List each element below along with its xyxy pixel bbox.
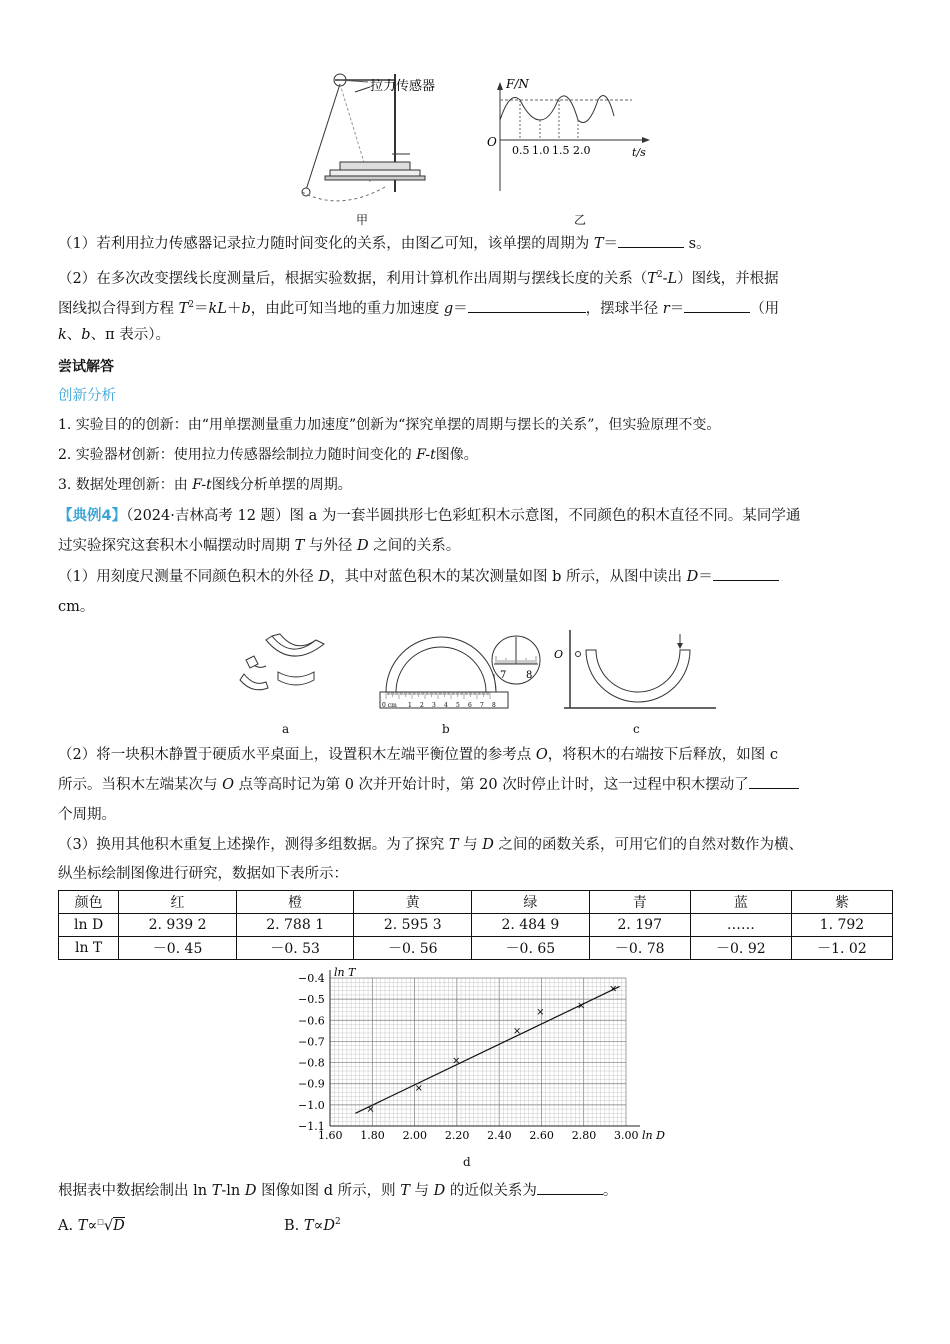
figure-c-rocking bbox=[556, 628, 721, 713]
y-tick-label: −0.9 bbox=[298, 1077, 325, 1091]
ruler-num: 6 bbox=[468, 702, 472, 709]
table-cell: 颜色 bbox=[59, 891, 119, 914]
answer-blank[interactable] bbox=[537, 1180, 603, 1195]
y-tick-label: −0.8 bbox=[298, 1056, 325, 1070]
table-cell: 黄 bbox=[354, 891, 472, 914]
y-tick-label: −0.5 bbox=[298, 993, 325, 1007]
pendulum-figure bbox=[300, 62, 460, 227]
answer-blank[interactable] bbox=[468, 298, 586, 313]
innovation-title: 创新分析 bbox=[58, 388, 116, 404]
caption-a: a bbox=[282, 722, 290, 736]
table-cell: 2. 595 3 bbox=[354, 914, 472, 937]
table-cell: －0. 65 bbox=[472, 937, 590, 960]
example4-q3-cont: 纵坐标绘制图像进行研究，数据如下表所示： bbox=[58, 866, 348, 882]
table-cell: －0. 45 bbox=[119, 937, 237, 960]
table-cell: －0. 92 bbox=[690, 937, 791, 960]
zoom-num: 8 bbox=[526, 670, 533, 681]
table-cell: －0. 53 bbox=[236, 937, 354, 960]
example4-conclusion: 根据表中数据绘制出 ln T-ln D 图像如图 d 所示，则 T 与 D 的近似关系为 。 bbox=[58, 1180, 617, 1202]
graph-y-label: F/N bbox=[506, 77, 529, 91]
x-axis-label: ln D bbox=[642, 1129, 665, 1142]
point-o-label: O bbox=[554, 648, 564, 661]
lnT-lnD-chart bbox=[290, 966, 670, 1151]
caption-d: d bbox=[463, 1155, 471, 1169]
y-tick-label: −0.4 bbox=[298, 972, 325, 985]
graph-x-tick: 0.5 bbox=[512, 144, 530, 157]
answer-blank[interactable] bbox=[749, 774, 799, 789]
option-a[interactable]: A. T∝□√D bbox=[58, 1217, 125, 1234]
answer-blank[interactable] bbox=[713, 566, 779, 581]
table-row bbox=[59, 937, 893, 960]
x-tick-label: 2.80 bbox=[571, 1129, 597, 1142]
table-cell: 2. 939 2 bbox=[119, 914, 237, 937]
table-cell: －0. 56 bbox=[354, 937, 472, 960]
x-tick-label: 2.00 bbox=[402, 1129, 428, 1142]
x-tick-label: 3.00 bbox=[614, 1129, 639, 1142]
y-axis-label: ln T bbox=[334, 966, 356, 979]
table-cell: －1. 02 bbox=[791, 937, 892, 960]
table-cell: 红 bbox=[119, 891, 237, 914]
innovation-item-3: 3. 数据处理创新：由 F-t图线分析单摆的周期。 bbox=[58, 477, 352, 493]
example4-q2: （2）将一块积木静置于硬质水平桌面上，设置积木左端平衡位置的参考点 O，将积木的右端按下后释放，如图 c bbox=[58, 747, 778, 763]
answer-blank[interactable] bbox=[618, 233, 684, 248]
ruler-num: 1 bbox=[408, 702, 412, 709]
x-tick-label: 1.80 bbox=[360, 1129, 385, 1142]
ruler-num: 8 bbox=[492, 702, 496, 709]
data-point bbox=[454, 1058, 459, 1063]
q1-part2-cont: 图线拟合得到方程 $T^2=kL+b$，由此可知当地的重力加速度 g＝ ，摆球半径 r＝ （用 bbox=[58, 294, 779, 320]
example4-q2-cont: 所示。当积木左端某次与 O 点等高时记为第 0 次并开始计时，第 20 次时停止计时，这一过程中积木摆动了 bbox=[58, 774, 799, 796]
y-tick-label: −1.0 bbox=[298, 1098, 325, 1112]
ruler-num: 0 cm bbox=[382, 702, 397, 709]
graph-x-tick: 1.0 bbox=[532, 144, 550, 157]
example4-q1-unit: cm。 bbox=[58, 599, 95, 615]
caption-b: b bbox=[442, 722, 450, 736]
x-tick-label: 1.60 bbox=[318, 1129, 343, 1142]
graph-x-tick: 2.0 bbox=[573, 144, 591, 157]
graph-x-label: t/s bbox=[632, 146, 646, 159]
caption-c: c bbox=[633, 722, 640, 736]
example-tag: 【典例4】 bbox=[58, 508, 127, 524]
x-tick-label: 2.40 bbox=[487, 1129, 512, 1142]
ruler-num: 2 bbox=[420, 702, 424, 709]
force-time-graph bbox=[482, 76, 662, 196]
data-table bbox=[58, 890, 893, 960]
table-cell: 绿 bbox=[472, 891, 590, 914]
option-b[interactable]: B. $T\propto D^2$ bbox=[284, 1217, 341, 1234]
ruler-num: 5 bbox=[456, 702, 460, 709]
table-cell: ln T bbox=[59, 937, 119, 960]
q1-part2: （2）在多次改变摆线长度测量后，根据实验数据，利用计算机作出周期与摆线长度的关系$(T^2-L)$图线，并根据 bbox=[58, 270, 779, 287]
table-header-row bbox=[59, 891, 893, 914]
example4-intro-cont: 过实验探究这套积木小幅摆动时周期 T 与外径 D 之间的关系。 bbox=[58, 538, 461, 554]
table-row bbox=[59, 914, 893, 937]
caption-yi: 乙 bbox=[574, 213, 587, 227]
table-cell: ln D bbox=[59, 914, 119, 937]
table-cell: －0. 78 bbox=[589, 937, 690, 960]
q1-part2-end: k、b、π 表示）。 bbox=[58, 327, 170, 343]
answer-blank[interactable] bbox=[684, 298, 750, 313]
y-tick-label: −0.7 bbox=[298, 1035, 325, 1049]
example4-q3: （3）换用其他积木重复上述操作，测得多组数据。为了探究 T 与 D 之间的函数关系，可用它们的自然对数作为横、 bbox=[58, 837, 803, 853]
table-cell: 紫 bbox=[791, 891, 892, 914]
ruler-num: 3 bbox=[432, 702, 436, 709]
table-cell: 2. 197 bbox=[589, 914, 690, 937]
caption-jia: 甲 bbox=[356, 213, 369, 227]
graph-origin: O bbox=[487, 135, 497, 149]
x-tick-label: 2.20 bbox=[444, 1129, 470, 1142]
example4-intro: 【典例4】（2024·吉林高考 12 题）图 a 为一套半圆拱形七色彩虹积木示意图，不同颜色的积木直径不同。某同学通 bbox=[58, 508, 801, 524]
table-cell: 青 bbox=[589, 891, 690, 914]
example4-q1: （1）用刻度尺测量不同颜色积木的外径 D，其中对蓝色积木的某次测量如图 b 所示，从图中读出 D＝ bbox=[58, 566, 779, 588]
table-cell: 2. 788 1 bbox=[236, 914, 354, 937]
y-tick-label: −0.6 bbox=[298, 1014, 325, 1028]
data-point bbox=[515, 1028, 520, 1033]
ruler-num: 4 bbox=[444, 702, 448, 709]
graph-x-tick: 1.5 bbox=[552, 144, 570, 157]
ruler-num: 7 bbox=[480, 702, 484, 709]
answer-heading: 尝试解答 bbox=[58, 359, 114, 375]
q1-part1: （1）若利用拉力传感器记录拉力随时间变化的关系，由图乙可知，该单摆的周期为 T＝ s。 bbox=[58, 233, 711, 255]
table-cell: 2. 484 9 bbox=[472, 914, 590, 937]
table-cell: 1. 792 bbox=[791, 914, 892, 937]
zoom-num: 7 bbox=[500, 670, 507, 681]
figure-a-blocks bbox=[236, 632, 336, 697]
innovation-item-1: 1. 实验目的的创新：由“用单摆测量重力加速度”创新为“探究单摆的周期与摆长的关系”，但实验原理不变。 bbox=[58, 417, 721, 433]
y-tick-label: −1.1 bbox=[298, 1120, 325, 1133]
table-cell: 蓝 bbox=[690, 891, 791, 914]
innovation-item-2: 2. 实验器材创新：使用拉力传感器绘制拉力随时间变化的 F-t图像。 bbox=[58, 447, 478, 463]
table-cell: 橙 bbox=[236, 891, 354, 914]
sensor-label: 拉力传感器 bbox=[370, 79, 436, 94]
figure-b-ruler bbox=[376, 632, 546, 712]
table-cell: …… bbox=[690, 914, 791, 937]
example4-q2-end: 个周期。 bbox=[58, 807, 116, 823]
x-tick-label: 2.60 bbox=[529, 1129, 554, 1142]
